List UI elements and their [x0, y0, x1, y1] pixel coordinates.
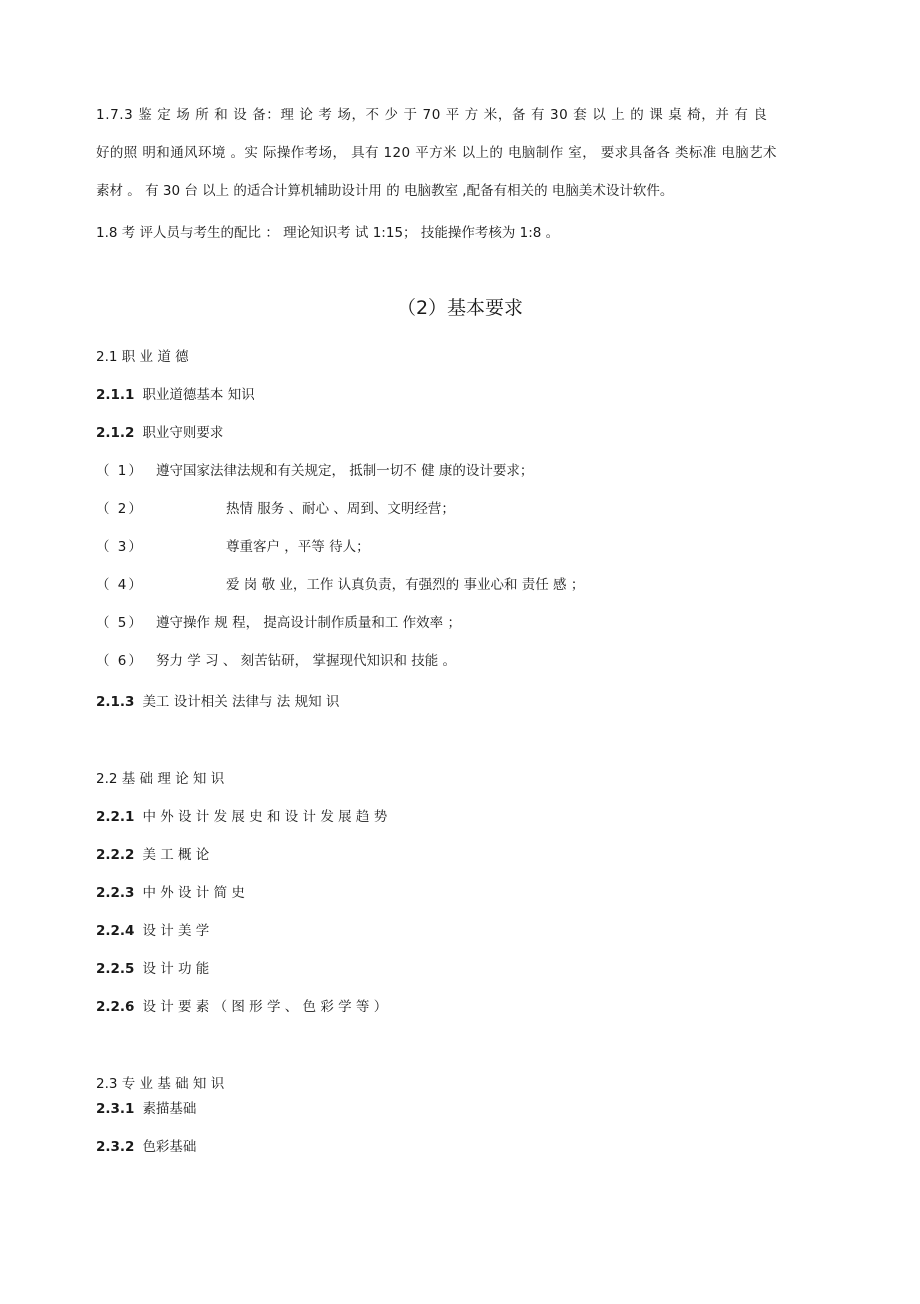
subsection-2-2-item	[96, 846, 209, 864]
subsection-2-2-item	[96, 922, 209, 940]
subsection-2-1-1	[96, 386, 255, 404]
subsection-number: 2.3.2	[96, 1139, 135, 1155]
rule-item	[96, 652, 456, 670]
rule-text: 遵守操作 规 程， 提高设计制作质量和工 作效率 ；	[156, 615, 461, 631]
subsection-2-2-item	[96, 808, 387, 826]
subsection-2-3-1	[96, 1100, 196, 1118]
rule-text: 努力 学 习 、 刻苦钻研， 掌握现代知识和 技能 。	[156, 653, 457, 669]
rule-index: （ 4）	[96, 577, 144, 593]
rule-item	[96, 538, 370, 556]
rule-item	[96, 500, 455, 518]
subsection-number: 2.2.2	[96, 847, 135, 863]
subsection-number: 2.2.1	[96, 809, 135, 825]
rule-item	[96, 576, 584, 594]
subsection-number: 2.2.4	[96, 923, 135, 939]
subsection-number: 2.3.1	[96, 1101, 135, 1117]
rule-text: 尊重客户 ，平等 待人；	[226, 539, 370, 555]
rule-index: （ 3）	[96, 539, 144, 555]
subsection-text: 中 外 设 计 简 史	[142, 885, 245, 901]
rule-index: （ 5）	[96, 615, 144, 631]
subsection-number: 2.2.5	[96, 961, 135, 977]
paragraph-1-7-3-line-1: 1.7.3 鉴 定 场 所 和 设 备：理 论 考 场，不 少 于 70 平 方 米，备 有 30 套 以 上 的 课 桌 椅，并 有 良	[96, 107, 768, 123]
subsection-number: 2.1.1	[96, 387, 135, 403]
subsection-text: 中 外 设 计 发 展 史 和 设 计 发 展 趋 势	[142, 809, 388, 825]
section-2-3-title: 2.3 专 业 基 础 知 识	[96, 1076, 225, 1092]
section-2-1-title: 2.1 职 业 道 德	[96, 349, 189, 365]
subsection-text: 职业守则要求	[142, 425, 224, 441]
subsection-text: 职业道德基本 知识	[142, 387, 255, 403]
subsection-2-3-2	[96, 1138, 196, 1156]
rule-text: 遵守国家法律法规和有关规定， 抵制一切不 健 康的设计要求；	[156, 463, 534, 479]
rule-index: （ 1）	[96, 463, 144, 479]
paragraph-1-7-3-line-2: 好的照 明和通风环境 。实 际操作考场， 具有 120 平方米 以上的 电脑制作 室， 要求具备各 类标准 电脑艺术	[96, 145, 777, 161]
subsection-2-2-item	[96, 998, 387, 1016]
subsection-number: 2.2.6	[96, 999, 135, 1015]
rule-index: （ 2）	[96, 501, 144, 517]
subsection-text: 素描基础	[142, 1101, 197, 1117]
rule-text: 爱 岗 敬 业，工作 认真负责，有强烈的 事业心和 责任 感 ；	[226, 577, 585, 593]
subsection-2-1-3	[96, 693, 339, 711]
rule-item	[96, 462, 533, 480]
paragraph-1-7-3-line-3: 素材 。 有 30 台 以上 的适合计算机辅助设计用 的 电脑教室 ,配备有相关的 电脑美术设计软件。	[96, 183, 674, 199]
paragraph-1-8: 1.8 考 评人员与考生的配比 ： 理论知识考 试 1:15； 技能操作考核为 1:8 。	[96, 225, 560, 241]
subsection-number: 2.1.2	[96, 425, 135, 441]
rule-index: （ 6）	[96, 653, 144, 669]
rule-item	[96, 614, 461, 632]
subsection-text: 设 计 功 能	[142, 961, 210, 977]
section-heading: （2）基本要求	[396, 297, 524, 319]
subsection-text: 美 工 概 论	[142, 847, 210, 863]
subsection-number: 2.2.3	[96, 885, 135, 901]
subsection-2-2-item	[96, 960, 209, 978]
subsection-2-2-item	[96, 884, 245, 902]
rule-text: 热情 服务 、耐心 、周到、文明经营；	[226, 501, 455, 517]
subsection-text: 美工 设计相关 法律与 法 规知 识	[142, 694, 340, 710]
subsection-text: 设 计 美 学	[142, 923, 210, 939]
section-2-2-title: 2.2 基 础 理 论 知 识	[96, 771, 225, 787]
subsection-2-1-2	[96, 424, 223, 442]
subsection-number: 2.1.3	[96, 694, 135, 710]
subsection-text: 色彩基础	[142, 1139, 197, 1155]
subsection-text: 设 计 要 素 （ 图 形 学 、 色 彩 学 等 ）	[142, 999, 388, 1015]
